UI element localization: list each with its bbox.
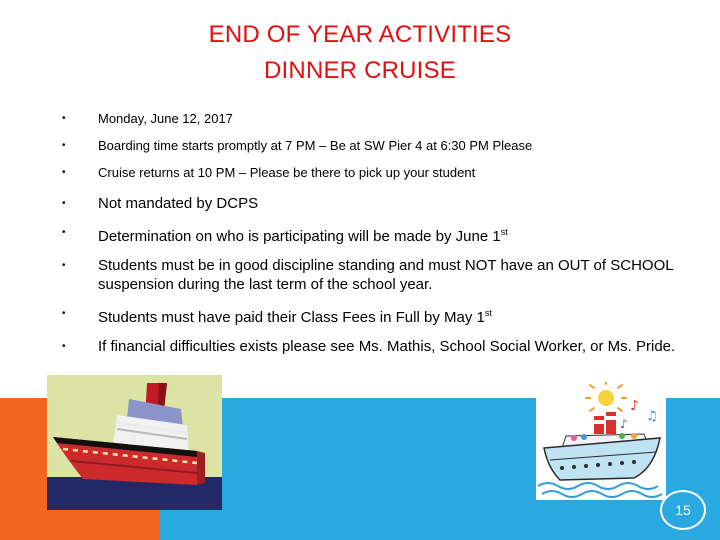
- bullet-text: Students must be in good discipline standing and must NOT have an OUT of SCHOOL suspension during the last term of the school year.: [98, 257, 674, 293]
- bullet-marker: •: [62, 260, 66, 271]
- svg-text:♪: ♪: [620, 417, 628, 431]
- bullet-text: Determination on who is participating will be made by June 1: [98, 228, 501, 245]
- bullet-item: [62, 110, 682, 128]
- bullet-text: Not mandated by DCPS: [98, 195, 259, 212]
- bullet-text: Monday, June 12, 2017: [98, 111, 233, 126]
- bullet-marker: •: [62, 167, 66, 178]
- ordinal-suffix: st: [500, 227, 508, 237]
- bullet-item: [62, 304, 682, 327]
- bullet-text: If financial difficulties exists please see Ms. Mathis, School Social Worker, or Ms. Pride.: [98, 338, 676, 355]
- bullet-marker: •: [62, 198, 66, 209]
- slide-title-line-1: END OF YEAR ACTIVITIES: [208, 21, 512, 48]
- party-cruise-ship-cartoon: [536, 382, 666, 500]
- svg-text:♪: ♪: [630, 398, 639, 414]
- bullet-text: Students must have paid their Class Fees in Full by May 1: [98, 309, 485, 326]
- bullet-text: Cruise returns at 10 PM – Please be there to pick up your student: [98, 165, 476, 180]
- bullet-text: Boarding time starts promptly at 7 PM – Be at SW Pier 4 at 6:30 PM Please: [98, 138, 533, 153]
- bullet-marker: •: [62, 227, 66, 238]
- bullet-item: [62, 194, 682, 213]
- page-number: 15: [660, 490, 706, 530]
- bullet-item: [62, 256, 682, 294]
- cruise-ship-clipart: [47, 375, 222, 510]
- bullet-item: [62, 223, 682, 246]
- bullet-item: [62, 164, 682, 182]
- svg-text:♫: ♫: [646, 409, 658, 424]
- slide-title-line-2: DINNER CRUISE: [264, 57, 456, 84]
- ordinal-suffix: st: [484, 308, 492, 318]
- bullet-marker: •: [62, 113, 66, 124]
- bullet-list: [62, 110, 682, 366]
- bullet-marker: •: [62, 308, 66, 319]
- bullet-item: [62, 337, 682, 356]
- bullet-marker: •: [62, 341, 66, 352]
- bullet-item: [62, 137, 682, 155]
- bullet-marker: •: [62, 140, 66, 151]
